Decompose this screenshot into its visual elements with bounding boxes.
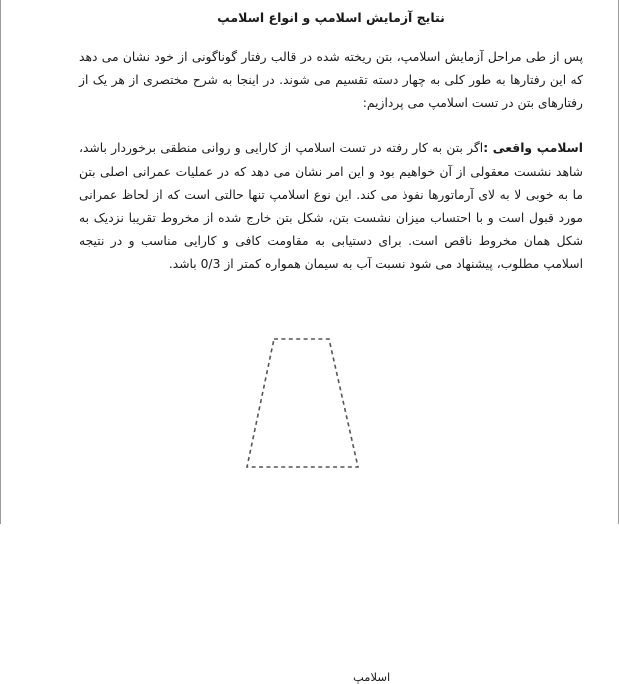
document-content	[1, 0, 618, 277]
slump-dimension-label: اسلامپ	[353, 669, 391, 684]
dashed-mould-outline	[247, 339, 358, 467]
paragraph-lead-label: اسلامپ واقعی :	[483, 141, 583, 156]
paragraph-intro: پس از طی مراحل آزمایش اسلامپ، بتن ریخته شده در قالب رفتار گوناگونی از خود نشان می دهد که این رفتارها به طور کلی به چهار دسته تقسیم می شوند. در اینجا به شرح مختصری از هر یک از رفتارهای بتن در تست اسلامپ می پردازیم:	[79, 49, 583, 111]
paragraph-real-slump	[79, 137, 583, 276]
slump-cone-diagram-svg	[1, 299, 619, 509]
paragraph-body-text: اگر بتن به کار رفته در تست اسلامپ از کارایی و روانی منطقی برخوردار باشد، شاهد نشست معقولی از آن خواهیم بود و این امر نشان می دهد که در عملیات عمرانی اصلی بتن ما به خوبی لا به لای آرماتورها نفوذ می کند. این نوع اسلامپ تنها حالتی است که از لحاظ عمرانی مورد قبول است و با احتساب میزان نشست بتن، شکل بتن خارج شده از مخروط تقریبا نزدیک به شکل همان مخروط ناقص است. برای دستیابی به مقاومت کافی و کارایی مناسب و در نتیجه اسلامپ مطلوب، پیشنهاد می شود نسبت آب به سیمان همواره کمتر از 0/3 باشد.	[79, 141, 583, 272]
slump-figure	[1, 299, 619, 684]
page-title: نتایج آزمایش اسلامپ و انواع اسلامپ	[217, 10, 445, 25]
